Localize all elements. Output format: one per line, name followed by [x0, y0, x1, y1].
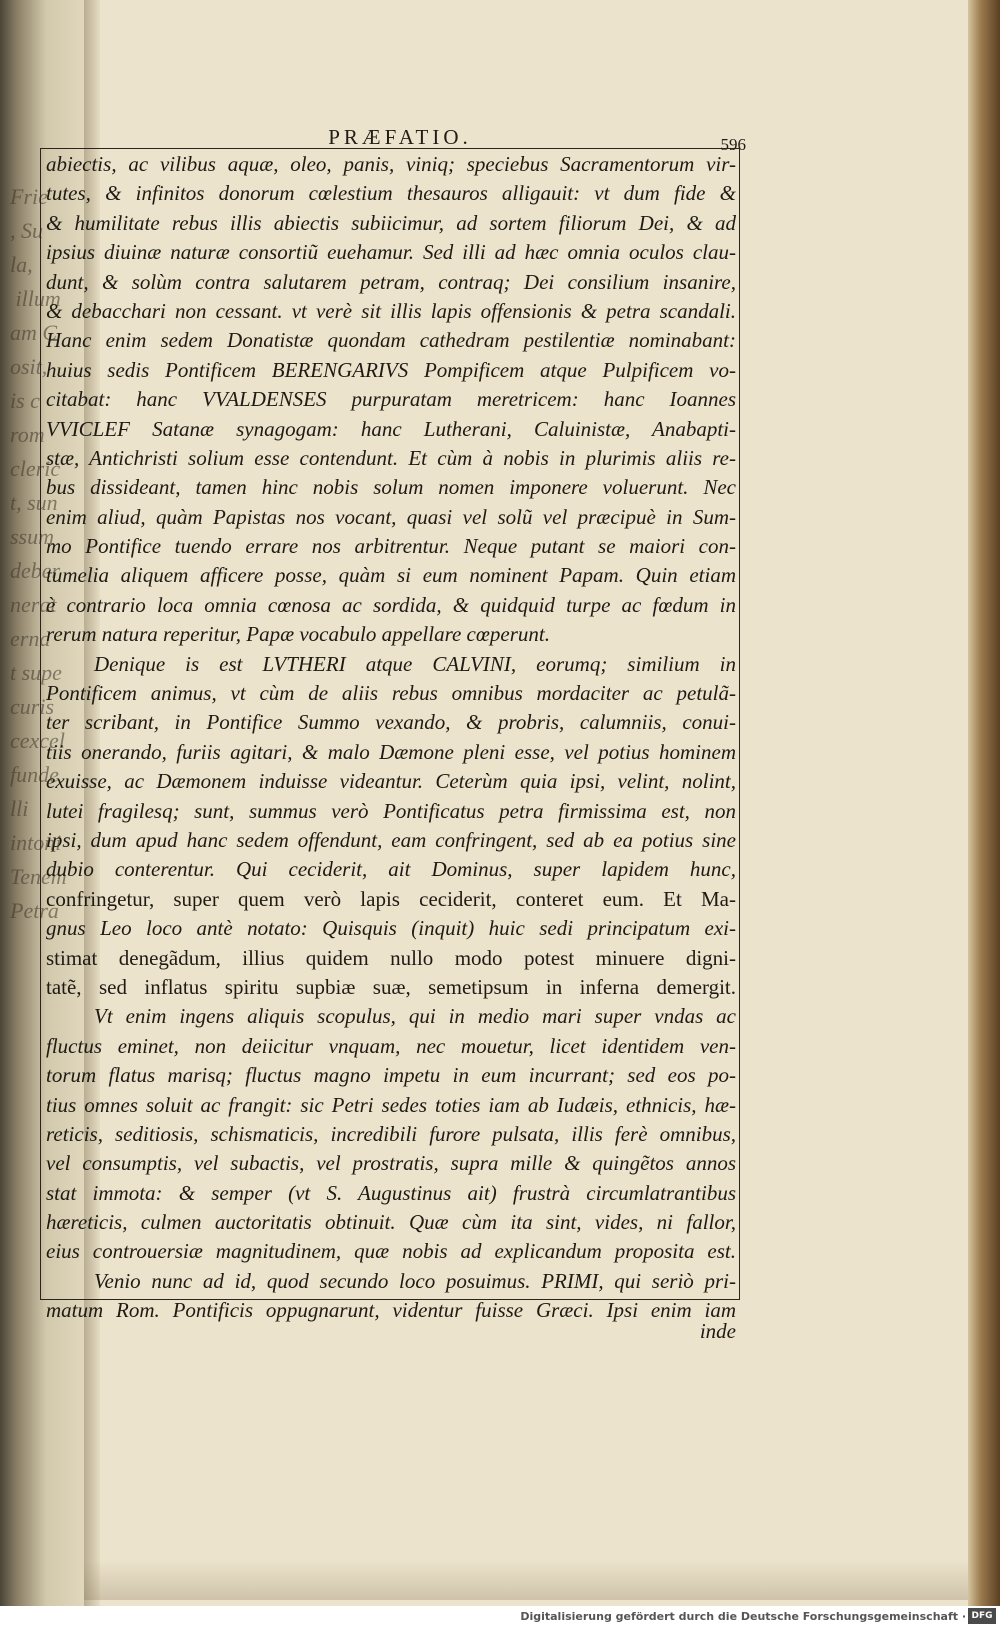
left-page-text-fragments: Frie , Su la, illum am C osit, is c rom cleric t, sun ssum deber nerat erna t supe curis cexcel funde lli intoni Tenem Petra: [10, 184, 67, 923]
page-bottom-shadow: [84, 1560, 968, 1600]
text-line: exuisse, ac Dæmonem induisse videantur. Ceterùm quia ipsi, velint, nolint,: [46, 769, 736, 794]
text-line: mo Pontifice tuendo errare nos arbitrentur. Neque putant se maiori con-: [46, 534, 736, 559]
paragraph-start-line: Venio nunc ad id, quod secundo loco posuimus. PRIMI, qui seriò pri-: [94, 1268, 736, 1293]
text-line: vel consumptis, vel subactis, vel prostratis, supra mille & quingẽtos annos: [46, 1151, 736, 1176]
text-line: bus dissideant, tamen hinc nobis solum nomen imponere voluerunt. Nec: [46, 475, 736, 500]
paragraph-start-line: Vt enim ingens aliquis scopulus, qui in medio mari super vndas ac: [94, 1004, 736, 1029]
body-text: [46, 150, 736, 1326]
page-number: 596: [720, 135, 746, 154]
text-line: tumelia aliquem afficere posse, quàm si eum nominent Papam. Quin etiam: [46, 563, 736, 588]
text-line: stæ, Antichristi solium esse contendunt. Et cùm à nobis in plurimis aliis re-: [46, 445, 736, 470]
text-line: huius sedis Pontificem BERENGARIVS Pompificem atque Pulpificem vo-: [46, 357, 736, 382]
quotation-line: confringetur, super quem verò lapis ceciderit, conteret eum. Et Ma-: [46, 886, 736, 911]
text-line: citabat: hanc VVALDENSES purpuratam meretricem: hanc Ioannes: [46, 387, 736, 412]
text-line: Pontificem animus, vt cùm de aliis rebus omnibus mordaciter ac petulã-: [46, 681, 736, 706]
text-line: & debacchari non cessant. vt verè sit illis lapis offensionis & petra scandali.: [46, 298, 736, 323]
quotation-line: stimat denegãdum, illius quidem nullo modo potest minuere digni-: [46, 945, 736, 970]
dfg-logo: DFG: [968, 1608, 996, 1624]
text-line: stat immota: & semper (vt S. Augustinus ait) frustrà circumlatrantibus: [46, 1180, 736, 1205]
text-line: dunt, & solùm contra salutarem petram, contraq; Dei consilium insanire,: [46, 269, 736, 294]
text-line: Hanc enim sedem Donatistæ quondam cathedram pestilentiæ nominabant:: [46, 328, 736, 353]
text-line: abiectis, ac vilibus aquæ, oleo, panis, viniq; speciebus Sacramentorum vir-: [46, 152, 736, 176]
text-line: lutei fragilesq; sunt, summus verò Pontificatus petra firmissima est, non: [46, 798, 736, 823]
paragraph-start-line: Denique is est LVTHERI atque CALVINI, eorumq; similium in: [94, 651, 736, 676]
quotation-line: tatẽ, sed inflatus spiritu supbiæ suæ, semetipsum in inferna demergit.: [46, 974, 736, 999]
text-line: VVICLEF Satanæ synagogam: hanc Lutherani, Caluinistæ, Anabapti-: [46, 416, 736, 441]
text-line: hæreticis, culmen auctoritatis obtinuit. Quæ cùm ita sint, vides, ni fallor,: [46, 1210, 736, 1235]
text-line: tiis onerando, furiis agitari, & malo Dæmone pleni esse, vel potius hominem: [46, 739, 736, 764]
text-line: torum flatus marisq; fluctus magno impetu in eum incurrant; sed eos po-: [46, 1063, 736, 1088]
catchword: inde: [699, 1319, 736, 1343]
text-line: ipsius diuinæ naturæ consortiũ euehamur. Sed illi ad hæc omnia oculos clau-: [46, 240, 736, 265]
text-line: eius controuersiæ magnitudinem, quæ nobis ad explicandum proposita est.: [46, 1239, 736, 1264]
text-line: gnus Leo loco antè notato: Quisquis (inquit) huic sedi principatum exi-: [46, 916, 736, 941]
text-line: tius omnes soluit ac frangit: sic Petri sedes toties iam ab Iudæis, ethnicis, hæ-: [46, 1092, 736, 1117]
funding-credit: Digitalisierung gefördert durch die Deutsche Forschungsgemeinschaft ·: [520, 1610, 966, 1623]
text-line: matum Rom. Pontificis oppugnarunt, videntur fuisse Græci. Ipsi enim iam: [46, 1298, 736, 1323]
text-line: è contrario loca omnia cœnosa ac sordida, & quidquid turpe ac fœdum in: [46, 592, 736, 617]
text-line: tutes, & infinitos donorum cœlestium thesauros alligauit: vt dum fide &: [46, 181, 736, 206]
text-line: dubio conterentur. Qui ceciderit, ait Dominus, super lapidem hunc,: [46, 857, 736, 882]
text-line: & humilitate rebus illis abiectis subiicimur, ad sortem filiorum Dei, & ad: [46, 210, 736, 235]
text-line: reticis, seditiosis, schismaticis, incredibili furore pulsata, illis ferè omnibus,: [46, 1121, 736, 1146]
text-line: ter scribant, in Pontifice Summo vexando, & probris, calumniis, conui-: [46, 710, 736, 735]
text-line: rerum natura reperitur, Papæ vocabulo appellare cœperunt.: [46, 622, 550, 647]
text-line: fluctus eminet, non deiicitur vnquam, nec mouetur, licet identidem ven-: [46, 1033, 736, 1058]
text-line: enim aliud, quàm Papistas nos vocant, quasi vel solũ vel præcipuè in Sum-: [46, 504, 736, 529]
text-line: ipsi, dum apud hanc sedem offendunt, eam confringent, sed ab ea potius sine: [46, 827, 736, 852]
running-head: PRÆFATIO.: [328, 125, 472, 149]
page-block-edge: [968, 0, 1000, 1627]
